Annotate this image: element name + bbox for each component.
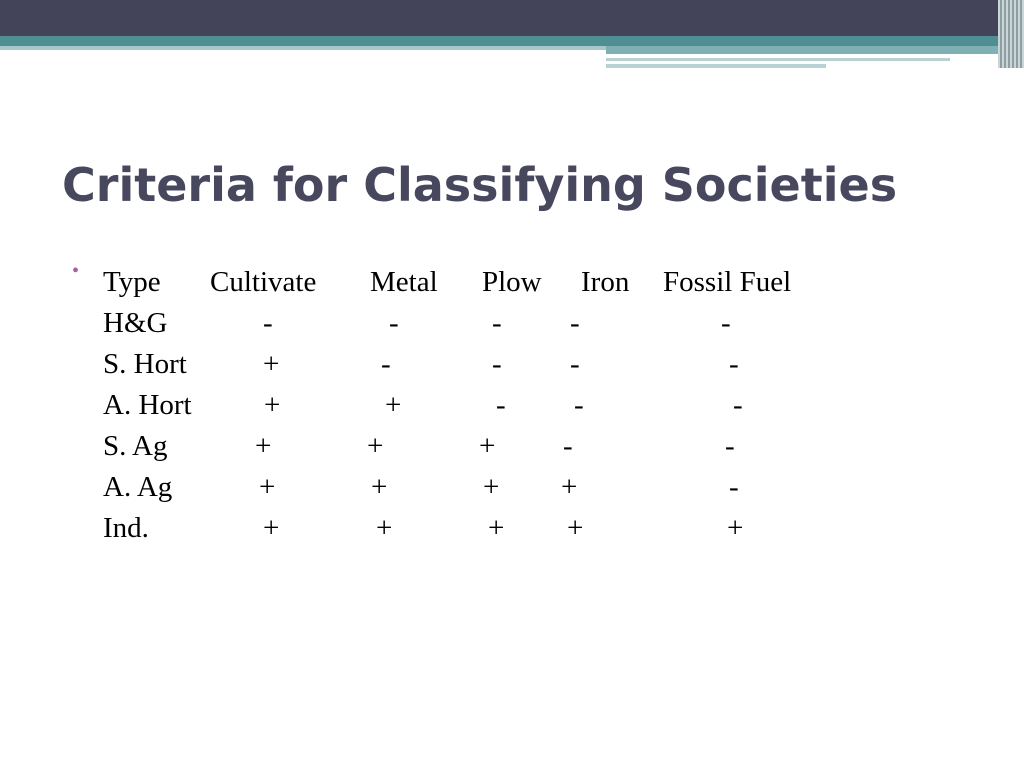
cell-metal: - [389, 307, 399, 339]
header-band-teal [0, 36, 1024, 46]
table-row [103, 467, 883, 508]
cell-fossil-fuel: - [729, 471, 739, 503]
cell-metal: + [385, 389, 402, 421]
table-row [103, 385, 883, 426]
cell-cultivate: + [263, 512, 280, 544]
row-label: S. Ag [103, 430, 168, 462]
cell-fossil-fuel: + [727, 512, 744, 544]
header-stripes [998, 0, 1024, 68]
cell-fossil-fuel: - [733, 389, 743, 421]
bullet-icon: • [72, 260, 80, 282]
header-band-light [0, 46, 606, 50]
cell-cultivate: + [259, 471, 276, 503]
header-metal: Metal [370, 266, 438, 298]
cell-metal: + [376, 512, 393, 544]
cell-metal: + [371, 471, 388, 503]
cell-iron: + [567, 512, 584, 544]
cell-cultivate: + [255, 430, 272, 462]
cell-cultivate: - [263, 307, 273, 339]
cell-fossil-fuel: - [725, 430, 735, 462]
table-row [103, 426, 883, 467]
header-type: Type [103, 266, 161, 298]
cell-iron: - [570, 307, 580, 339]
header-band-dark [0, 0, 1024, 36]
cell-iron: - [563, 430, 573, 462]
cell-plow: - [496, 389, 506, 421]
header-plow: Plow [482, 266, 542, 298]
cell-iron: - [574, 389, 584, 421]
row-label: Ind. [103, 512, 149, 544]
row-label: S. Hort [103, 348, 187, 380]
cell-cultivate: + [264, 389, 281, 421]
row-label: A. Ag [103, 471, 173, 503]
header-iron: Iron [581, 266, 630, 298]
table-row [103, 508, 883, 549]
cell-plow: + [483, 471, 500, 503]
cell-fossil-fuel: - [721, 307, 731, 339]
table-row [103, 303, 883, 344]
header-cultivate: Cultivate [210, 266, 317, 298]
slide-title: Criteria for Classifying Societies [62, 158, 898, 212]
header-line-short [606, 64, 826, 68]
table-header-row [103, 262, 883, 303]
cell-iron: + [561, 471, 578, 503]
header-fossil-fuel: Fossil Fuel [663, 266, 792, 298]
cell-cultivate: + [263, 348, 280, 380]
cell-fossil-fuel: - [729, 348, 739, 380]
row-label: A. Hort [103, 389, 192, 421]
cell-plow: - [492, 307, 502, 339]
cell-iron: - [570, 348, 580, 380]
row-label: H&G [103, 307, 168, 339]
cell-metal: - [381, 348, 391, 380]
classification-table [103, 262, 883, 549]
cell-plow: + [488, 512, 505, 544]
cell-plow: - [492, 348, 502, 380]
header-band-light-right [606, 46, 1024, 54]
cell-metal: + [367, 430, 384, 462]
header-line-thin [606, 58, 950, 61]
table-row [103, 344, 883, 385]
cell-plow: + [479, 430, 496, 462]
